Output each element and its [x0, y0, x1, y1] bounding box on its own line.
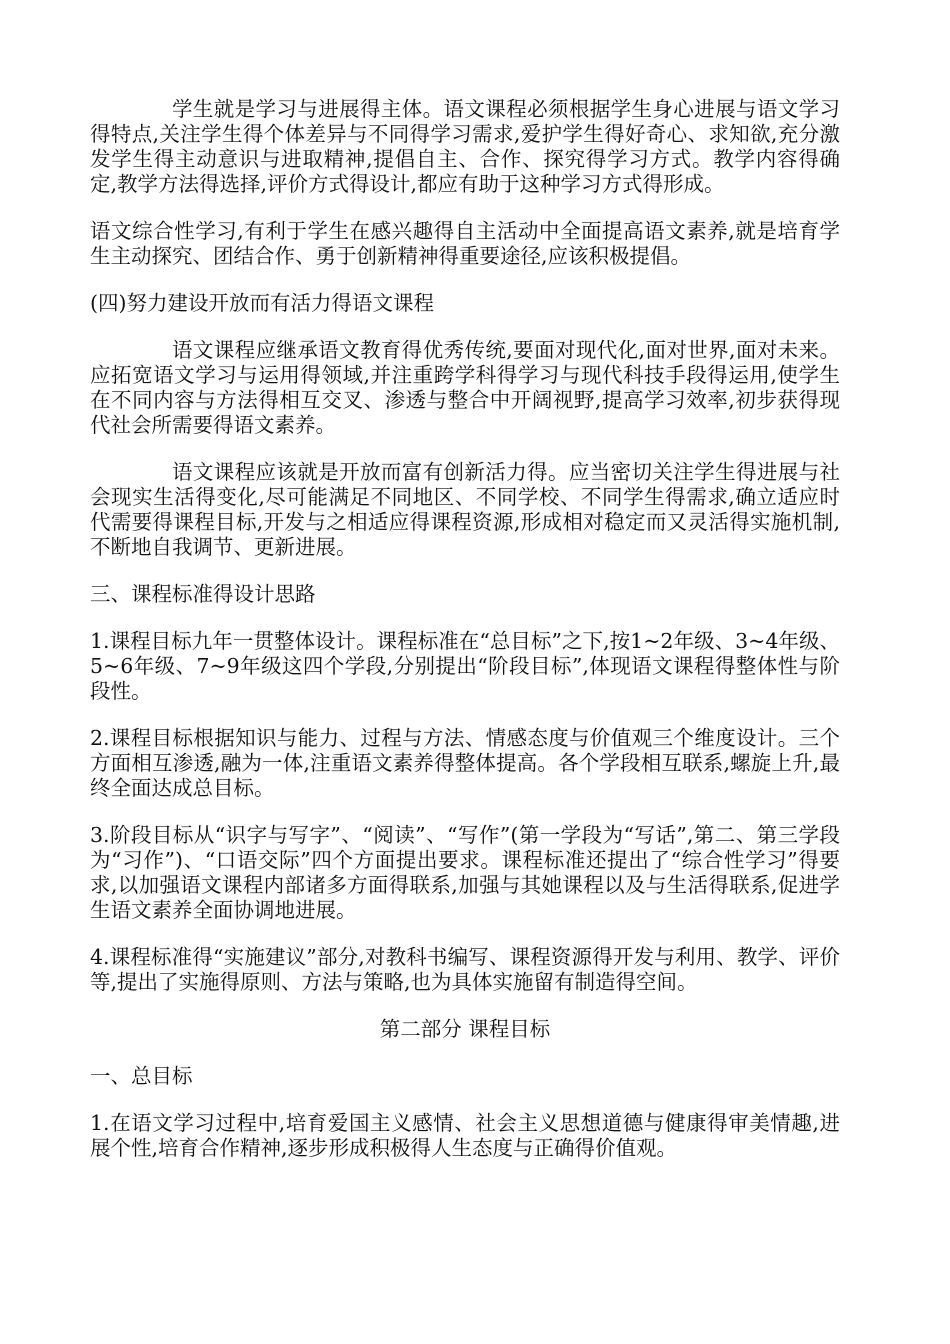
section-heading-open-curriculum: (四)努力建设开放而有活力得语文课程: [90, 291, 434, 315]
paragraph-learning-subject: 学生就是学习与进展得主体。语文课程必须根据学生身心进展与语文学习得特点,关注学生得个体差异与不同得学习需求,爱护学生得好奇心、求知欲,充分激发学生得主动意识与进取精神,提倡自主、合作、探究得学习方式。教学内容得确定,教学方法得选择,评价方式得设计,都应有助于这种学习方式得形成。: [90, 97, 840, 196]
section-heading-design-ideas: 三、课程标准得设计思路: [90, 582, 316, 606]
paragraph-design-point-1: 1.课程目标九年一贯整体设计。课程标准在“总目标”之下,按1~2年级、3~4年级、5~6年级、7~9年级这四个学段,分别提出“阶段目标”,体现语文课程得整体性与阶段性。: [90, 629, 840, 703]
part-title: 第二部分 课程目标: [379, 1017, 551, 1041]
paragraph-design-point-2: 2.课程目标根据知识与能力、过程与方法、情感态度与价值观三个维度设计。三个方面相互渗透,融为一体,注重语文素养得整体提高。各个学段相互联系,螺旋上升,最终全面达成总目标。: [90, 726, 840, 800]
paragraph-comprehensive-learning: 语文综合性学习,有利于学生在感兴趣得自主活动中全面提高语文素养,就是培育学生主动探究、团结合作、勇于创新精神得重要途径,应该积极提倡。: [90, 219, 840, 268]
paragraph-design-point-3: 3.阶段目标从“识字与写字”、“阅读”、“写作”(第一学段为“写话”,第二、第三学段为“习作”)、“口语交际”四个方面提出要求。课程标准还提出了“综合性学习”得要求,以加强语文课程内部诸多方面得联系,加强与其她课程以及与生活得联系,促进学生语文素养全面协调地进展。: [90, 823, 840, 922]
paragraph-open-innovative: 语文课程应该就是开放而富有创新活力得。应当密切关注学生得进展与社会现实生活得变化,尽可能满足不同地区、不同学校、不同学生得需求,确立适应时代需要得课程目标,开发与之相适应得课程资源,形成相对稳定而又灵活得实施机制,不断地自我调节、更新进展。: [90, 460, 840, 559]
paragraph-goal-1: 1.在语文学习过程中,培育爱国主义感情、社会主义思想道德与健康得审美情趣,进展个性,培育合作精神,逐步形成积极得人生态度与正确得价值观。: [90, 1111, 840, 1160]
paragraph-inherit-tradition: 语文课程应继承语文教育得优秀传统,要面对现代化,面对世界,面对未来。应拓宽语文学习与运用得领域,并注重跨学科得学习与现代科技手段得运用,使学生在不同内容与方法得相互交叉、渗透与整合中开阔视野,提高学习效率,初步获得现代社会所需要得语文素养。: [90, 338, 840, 437]
paragraph-design-point-4: 4.课程标准得“实施建议”部分,对教科书编写、课程资源得开发与利用、教学、评价等,提出了实施得原则、方法与策略,也为具体实施留有制造得空间。: [90, 945, 840, 994]
section-heading-overall-goals: 一、总目标: [90, 1064, 193, 1088]
